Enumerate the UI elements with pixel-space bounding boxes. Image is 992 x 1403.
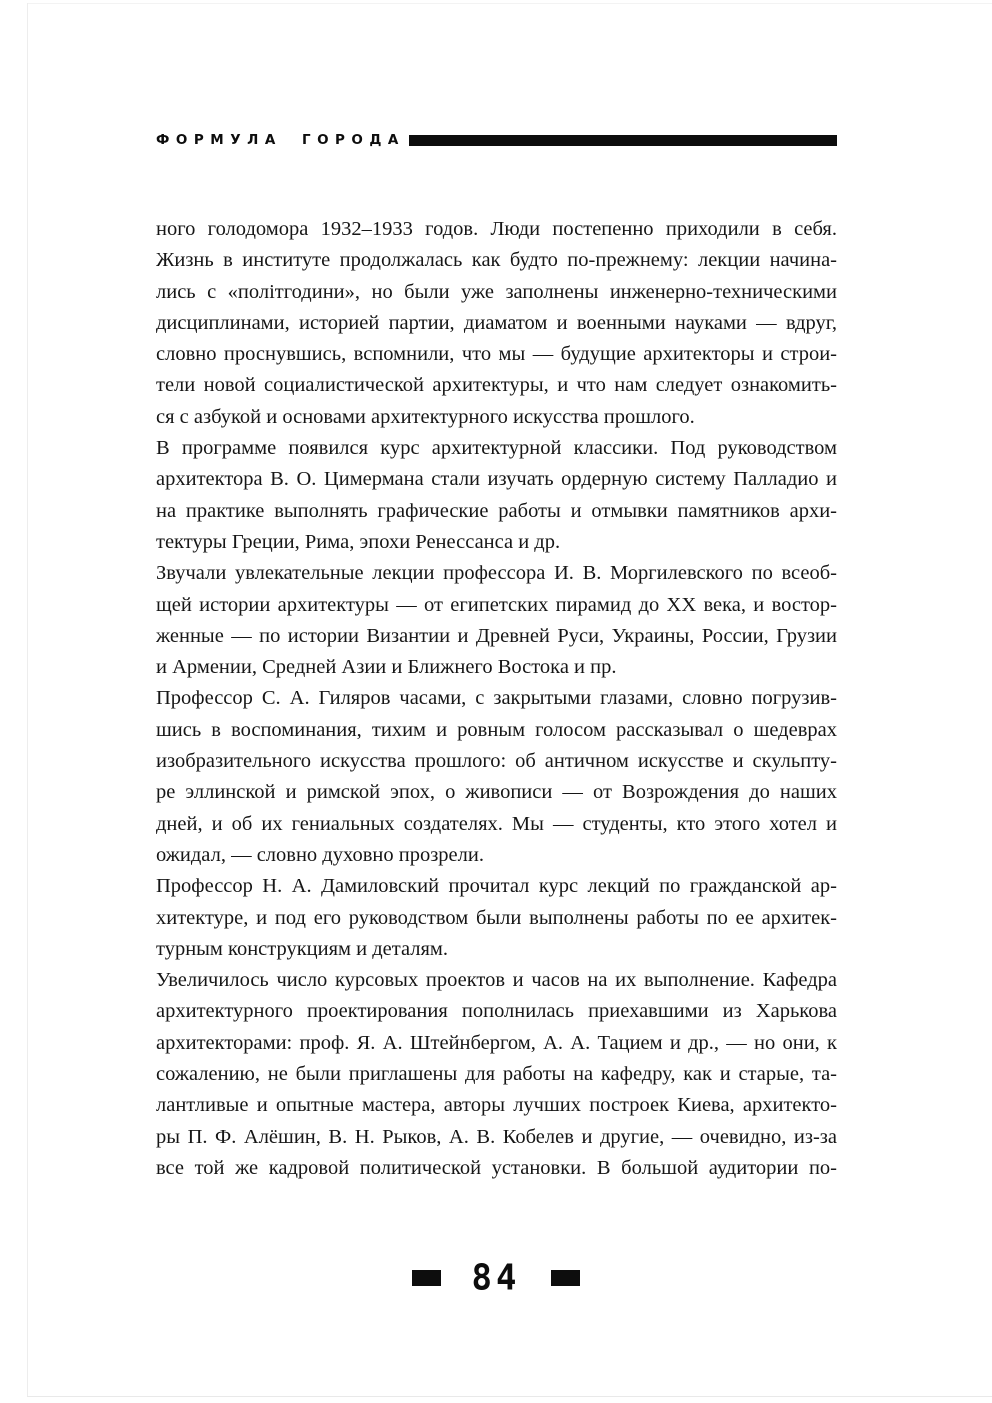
text-line: архитектора В. О. Цимермана стали изучать ордерную систему Палладио и (156, 468, 837, 491)
page-edge-bottom (27, 1396, 992, 1397)
text-line: архитекторами: проф. Я. А. Штейнбергом, А. А. Тацием и др., — но они, к (156, 1031, 837, 1054)
text-line: тели новой социалистической архитектуры, и что нам следует ознакомить- (156, 374, 837, 397)
text-line: дисциплинами, историей партии, диаматом и военными науками — вдруг, (156, 311, 837, 334)
page-edge-top (27, 3, 992, 4)
text-line: словно проснувшись, вспомнили, что мы — будущие архитекторы и строи- (156, 343, 837, 366)
paragraph (156, 214, 837, 433)
text-line: дней, и об их гениальных создателях. Мы — студенты, кто этого хотел и (156, 812, 837, 835)
text-line: сожалению, не были приглашены для работы на кафедру, как и старые, та- (156, 1063, 837, 1086)
page-edge-left (27, 3, 28, 1396)
footer-square-marker-right (551, 1270, 580, 1286)
text-line: лись с «політгодини», но были уже заполнены инженерно-техническими (156, 280, 837, 303)
text-line: архитектурного проектирования пополнилась приехавшими из Харькова (156, 1000, 837, 1023)
text-line: женные — по истории Византии и Древней Руси, Украины, России, Грузии (156, 624, 837, 647)
text-line: Жизнь в институте продолжалась как будто по-прежнему: лекции начина- (156, 249, 837, 272)
header-rule (409, 135, 837, 146)
text-line: ного голодомора 1932–1933 годов. Люди постепенно приходили в себя. (156, 218, 837, 240)
text-line: щей истории архитектуры — от египетских пирамид до XX века, и востор- (156, 593, 837, 616)
text-line: изобразительного искусства прошлого: об античном искусстве и скульпту- (156, 750, 837, 773)
text-line: Профессор С. А. Гиляров часами, с закрытыми глазами, словно погрузив- (156, 687, 837, 710)
page-footer (0, 1258, 992, 1298)
book-title: ФОРМУЛА ГОРОДА (156, 132, 405, 148)
footer-square-marker-left (412, 1270, 441, 1286)
body-text (156, 214, 837, 1184)
text-line: ре эллинской и римской эпох, о живописи — от Возрождения до наших (156, 781, 837, 804)
text-line: все той же кадровой политической установки. В большой аудитории по- (156, 1156, 837, 1179)
text-line: В программе появился курс архитектурной классики. Под руководством (156, 437, 837, 460)
text-line: шись в воспоминания, тихим и ровным голосом рассказывал о шедеврах (156, 718, 837, 741)
paragraph (156, 965, 837, 1184)
page-number: 84 (471, 1257, 521, 1299)
text-line: лантливые и опытные мастера, авторы лучших построек Киева, архитекто- (156, 1094, 837, 1117)
running-header (156, 132, 837, 149)
paragraph (156, 558, 837, 683)
text-line: тектуры Греции, Рима, эпохи Ренессанса и др. (156, 530, 561, 553)
text-line: ры П. Ф. Алёшин, В. Н. Рыков, А. В. Кобелев и другие, — очевидно, из-за (156, 1125, 837, 1148)
text-line: хитектуре, и под его руководством были выполнены работы по ее архитек- (156, 906, 837, 929)
text-line: Профессор Н. А. Дамиловский прочитал курс лекций по гражданской ар- (156, 875, 837, 898)
text-line: ожидал, — словно духовно прозрели. (156, 843, 484, 866)
paragraph (156, 871, 837, 965)
text-line: ся с азбукой и основами архитектурного искусства прошлого. (156, 405, 695, 428)
text-line: турным конструкциям и деталям. (156, 937, 449, 960)
paragraph (156, 433, 837, 558)
text-line: Увеличилось число курсовых проектов и часов на их выполнение. Кафедра (156, 969, 837, 992)
text-line: и Армении, Средней Азии и Ближнего Востока и пр. (156, 656, 617, 679)
text-line: Звучали увлекательные лекции профессора И. В. Моргилевского по всеоб- (156, 562, 837, 585)
text-line: на практике выполнять графические работы и отмывки памятников архи- (156, 499, 837, 522)
paragraph (156, 683, 837, 871)
